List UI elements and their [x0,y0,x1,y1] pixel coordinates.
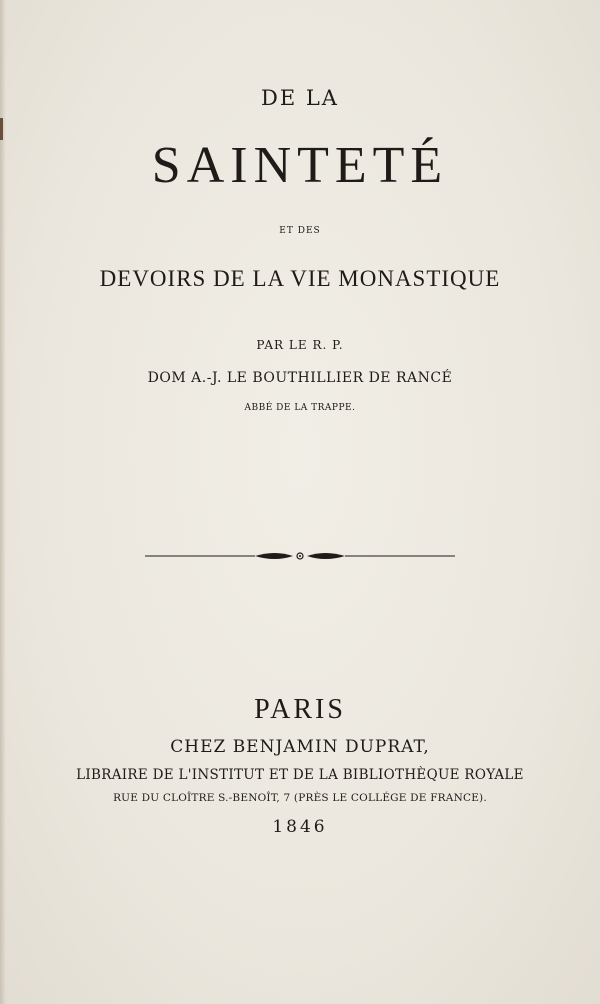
title-saintete: SAINTETÉ [151,137,449,194]
title-devoirs: DEVOIRS DE LA VIE MONASTIQUE [99,266,501,291]
imprint-libraire: LIBRAIRE DE L'INSTITUT ET DE LA BIBLIOTHÈQUE ROYALE [76,767,524,783]
imprint-year: 1846 [272,817,328,837]
imprint-city: PARIS [254,694,346,725]
title-de-la: DE LA [261,86,339,110]
author-intro: PAR LE R. P. [256,338,344,352]
imprint-publisher: CHEZ BENJAMIN DUPRAT, [170,737,430,757]
author-title: ABBÉ DE LA TRAPPE. [244,403,356,413]
imprint-address: RUE DU CLOÎTRE S.-BENOÎT, 7 (PRÈS LE COLLÉGE DE FRANCE). [113,792,487,804]
author-name: DOM A.-J. LE BOUTHILLIER DE RANCÉ [147,370,453,386]
title-et-des: ET DES [279,226,321,236]
ornament-rule-icon [145,547,455,565]
